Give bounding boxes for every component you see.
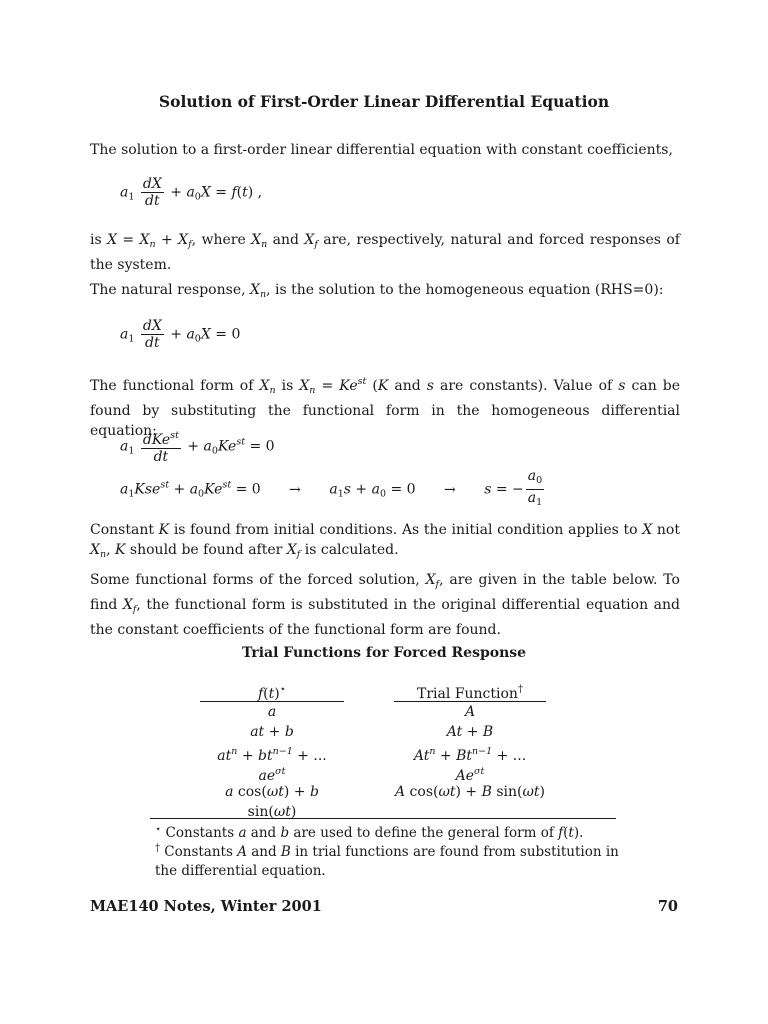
equation-first-order: $a_1$ $\frac{dX}{dt}$ + $a_0X = f(t)$ , [120,176,263,209]
paragraph-natural-response: The natural response, $X_n$, is the solution to the homogeneous equation (RHS=0): [90,282,664,300]
table-header-trial-function: Trial Function† [417,684,523,702]
table-column-trial-function [394,680,546,802]
equation-homogeneous: $a_1$ $\frac{dX}{dt}$ + $a_0X = 0$ [120,318,241,351]
table-footnote-rule [150,818,616,819]
table-title: Trial Functions for Forced Response [241,645,527,661]
footnote-dagger: † Constants A and B in trial functions are found from substitution in the differential equation. [155,843,619,879]
table-cell: $At^n + Bt^{n-1}$ + ... [413,746,527,764]
table-cell: $Ae^{\sigma t}$ [455,766,485,784]
table-cell: at + b [250,724,294,740]
paragraph-solution-split: is $X = X_n + X_f$, where $X_n$ and $X_f$ are, respectively, natural and forced responses of the system. [90,232,680,273]
table-cell: $ae^{\sigma t}$ [258,766,286,784]
page-number: 70 [657,898,678,915]
table-cell: a [267,704,277,720]
equation-substituted: $a_1$ $\frac{dKe^{st}}{dt}$ + $a_0Ke^{st} = 0$ [120,430,275,465]
table-header-ft: f(t)⋆ [257,684,287,702]
intro-paragraph: The solution to a first-order linear differential equation with constant coefficients, [90,142,673,158]
table-cell: A cos(ωt) + B sin(ωt) [394,784,546,800]
table-column-ft [200,680,344,820]
footnote-star: ⋆ Constants a and b are used to define the general form of f(t). [155,824,584,841]
equation-characteristic: $a_1Kse^{st} + a_0Ke^{st} = 0 \to a_1s + a_0 = 0 \to s$ = − $\frac{a_0}{a_1}$ [120,468,543,508]
page-title: Solution of First-Order Linear Differential Equation [158,92,610,111]
footer-left: MAE140 Notes, Winter 2001 [90,898,322,915]
paragraph-constant-k: Constant K is found from initial conditions. As the initial condition applies to X not $X_n$, K should be found after $X_f$ is calculated. [90,522,680,560]
table-cell: A [464,704,476,720]
table-cell: $at^n + bt^{n-1}$ + ... [217,746,327,764]
table-cell: At + B [446,724,494,740]
paragraph-functional-form: The functional form of $X_n$ is $X_n = Ke^{st}$ (K and s are constants). Value of s can be found by substituting the functional form in the homogeneous differential equation: [90,376,681,439]
table-cell: a cos(ωt) + b sin(ωt) [225,784,319,820]
paragraph-forced-solution: Some functional forms of the forced solution, $X_f$, are given in the table below. To find $X_f$, the functional form is substituted in the original differential equation and the constant coefficients of the functional form are found. [90,572,680,638]
